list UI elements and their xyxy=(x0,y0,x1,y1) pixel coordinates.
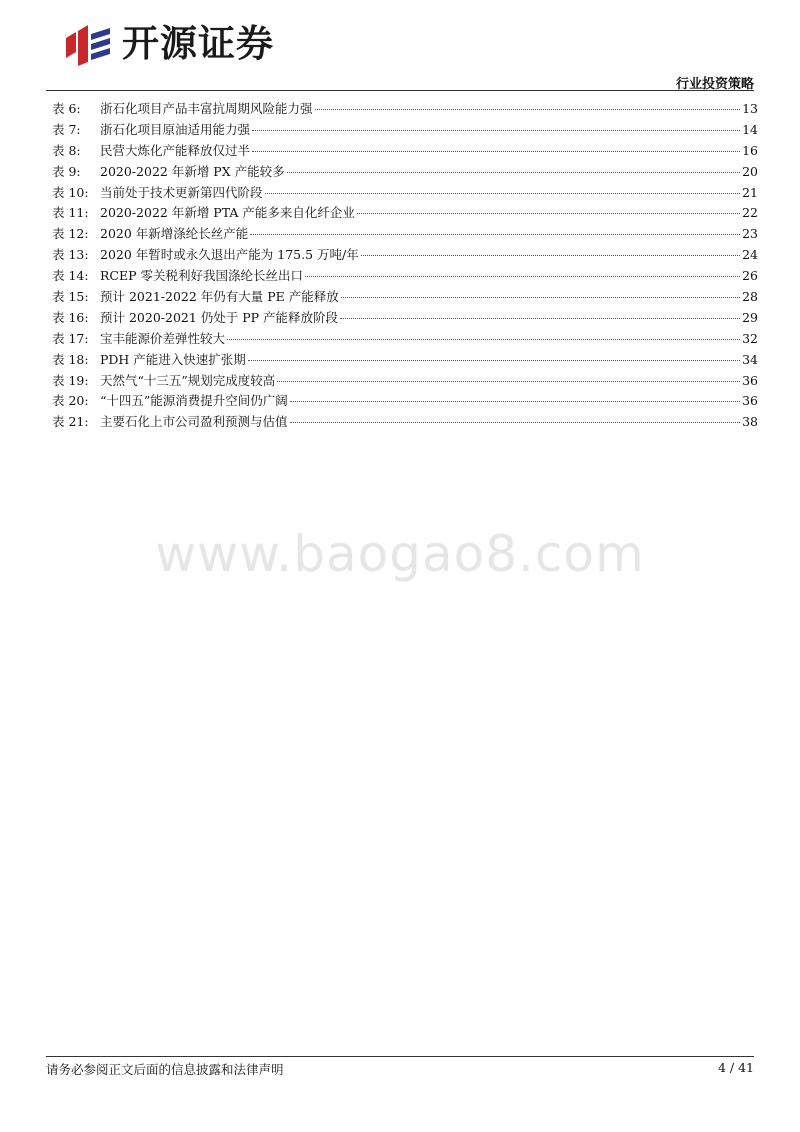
toc-entry-page: 36 xyxy=(742,393,758,409)
toc-entry-title: “十四五”能源消费提升空间仍广阔 xyxy=(100,393,288,409)
watermark: www.baogao8.com xyxy=(155,525,645,583)
toc-dot-leader xyxy=(265,193,741,194)
toc-entry-page: 38 xyxy=(742,414,758,430)
toc-dot-leader xyxy=(287,172,741,173)
toc-entry[interactable] xyxy=(46,141,758,162)
toc-dot-leader xyxy=(340,318,740,319)
toc-entry-title: PDH 产能进入快速扩张期 xyxy=(100,351,246,367)
toc-entry[interactable] xyxy=(46,287,758,308)
toc-entry-title: 民营大炼化产能释放仅过半 xyxy=(100,142,251,158)
toc-entry[interactable] xyxy=(46,203,758,224)
footer-divider xyxy=(46,1056,754,1057)
toc-entry-title: 预计 2020-2021 仍处于 PP 产能释放阶段 xyxy=(100,309,339,325)
toc-dot-leader xyxy=(252,151,740,152)
toc-dot-leader xyxy=(305,276,740,277)
header-divider xyxy=(46,90,754,91)
toc-entry-page: 14 xyxy=(742,121,758,137)
toc-entry-title: 当前处于技术更新第四代阶段 xyxy=(100,184,263,200)
toc-entry-number: 表 17: xyxy=(52,330,89,346)
toc-entry-page: 23 xyxy=(742,226,758,242)
toc-entry-title: 2020-2022 年新增 PTA 产能多来自化纤企业 xyxy=(100,205,355,221)
company-logo-text: 开源证券 xyxy=(122,22,274,65)
toc-dot-leader xyxy=(361,255,740,256)
page-header xyxy=(0,0,800,92)
toc-dot-leader xyxy=(252,130,740,131)
toc-entry-page: 28 xyxy=(742,289,758,305)
toc-entry[interactable] xyxy=(46,371,758,392)
toc-entry-page: 20 xyxy=(742,163,758,179)
toc-entry[interactable] xyxy=(46,329,758,350)
toc-entry-number: 表 16: xyxy=(52,309,89,325)
toc-entry[interactable] xyxy=(46,99,758,120)
toc-dot-leader xyxy=(357,213,740,214)
toc-entry-page: 22 xyxy=(742,205,758,221)
toc-entry-number: 表 20: xyxy=(52,393,89,409)
page-number: 4 / 41 xyxy=(717,1060,754,1075)
toc-entry-page: 13 xyxy=(742,101,758,116)
toc-entry-number: 表 18: xyxy=(52,351,89,367)
toc-entry-number: 表 11: xyxy=(52,205,89,221)
toc-dot-leader xyxy=(290,401,740,402)
toc-entry[interactable] xyxy=(46,266,758,287)
toc-entry-title: 天然气“十三五”规划完成度较高 xyxy=(100,372,276,388)
toc-dot-leader xyxy=(290,422,741,423)
toc-entry[interactable] xyxy=(46,245,758,266)
toc-entry-number: 表 8: xyxy=(52,142,81,158)
toc-entry-page: 21 xyxy=(742,184,758,200)
toc-entry-page: 24 xyxy=(742,247,758,263)
toc-entry-title: 浙石化项目原油适用能力强 xyxy=(100,121,251,137)
toc-entry[interactable] xyxy=(46,412,758,433)
toc-entry-title: 浙石化项目产品丰富抗周期风险能力强 xyxy=(100,101,313,116)
company-logo-icon xyxy=(64,22,112,66)
toc-entry[interactable] xyxy=(46,183,758,204)
table-of-tables xyxy=(46,99,758,433)
toc-entry-page: 26 xyxy=(742,268,758,284)
toc-dot-leader xyxy=(248,360,740,361)
toc-entry-page: 29 xyxy=(742,309,758,325)
toc-entry-page: 32 xyxy=(742,330,758,346)
toc-entry-number: 表 13: xyxy=(52,247,89,263)
toc-dot-leader xyxy=(315,109,741,110)
toc-entry[interactable] xyxy=(46,391,758,412)
toc-entry-number: 表 14: xyxy=(52,268,89,284)
toc-entry-number: 表 10: xyxy=(52,184,89,200)
toc-entry-number: 表 19: xyxy=(52,372,89,388)
toc-dot-leader xyxy=(341,297,740,298)
toc-entry[interactable] xyxy=(46,308,758,329)
toc-entry-page: 34 xyxy=(742,351,758,367)
toc-entry-title: 宝丰能源价差弹性较大 xyxy=(100,330,226,346)
toc-entry-number: 表 21: xyxy=(52,414,89,430)
footer-disclaimer: 请务必参阅正文后面的信息披露和法律声明 xyxy=(46,1062,284,1077)
toc-entry[interactable] xyxy=(46,120,758,141)
toc-entry-page: 36 xyxy=(742,372,758,388)
company-logo xyxy=(64,22,274,66)
toc-entry-number: 表 9: xyxy=(52,163,81,179)
toc-entry-title: 2020-2022 年新增 PX 产能较多 xyxy=(100,163,285,179)
document-type-label: 行业投资策略 xyxy=(675,77,754,92)
toc-dot-leader xyxy=(277,381,740,382)
toc-entry-number: 表 6: xyxy=(52,101,81,116)
toc-entry-title: RCEP 零关税利好我国涤纶长丝出口 xyxy=(100,268,303,284)
toc-entry[interactable] xyxy=(46,350,758,371)
toc-entry[interactable] xyxy=(46,162,758,183)
toc-entry-title: 预计 2021-2022 年仍有大量 PE 产能释放 xyxy=(100,289,339,305)
toc-dot-leader xyxy=(250,234,740,235)
toc-entry-number: 表 15: xyxy=(52,289,89,305)
toc-entry-number: 表 7: xyxy=(52,121,81,137)
toc-dot-leader xyxy=(227,339,740,340)
toc-entry-title: 2020 年新增涤纶长丝产能 xyxy=(100,226,249,242)
toc-entry-title: 2020 年暂时或永久退出产能为 175.5 万吨/年 xyxy=(100,247,359,263)
toc-entry-title: 主要石化上市公司盈利预测与估值 xyxy=(100,414,288,430)
toc-entry-page: 16 xyxy=(742,142,758,158)
toc-entry-number: 表 12: xyxy=(52,226,89,242)
toc-entry[interactable] xyxy=(46,224,758,245)
